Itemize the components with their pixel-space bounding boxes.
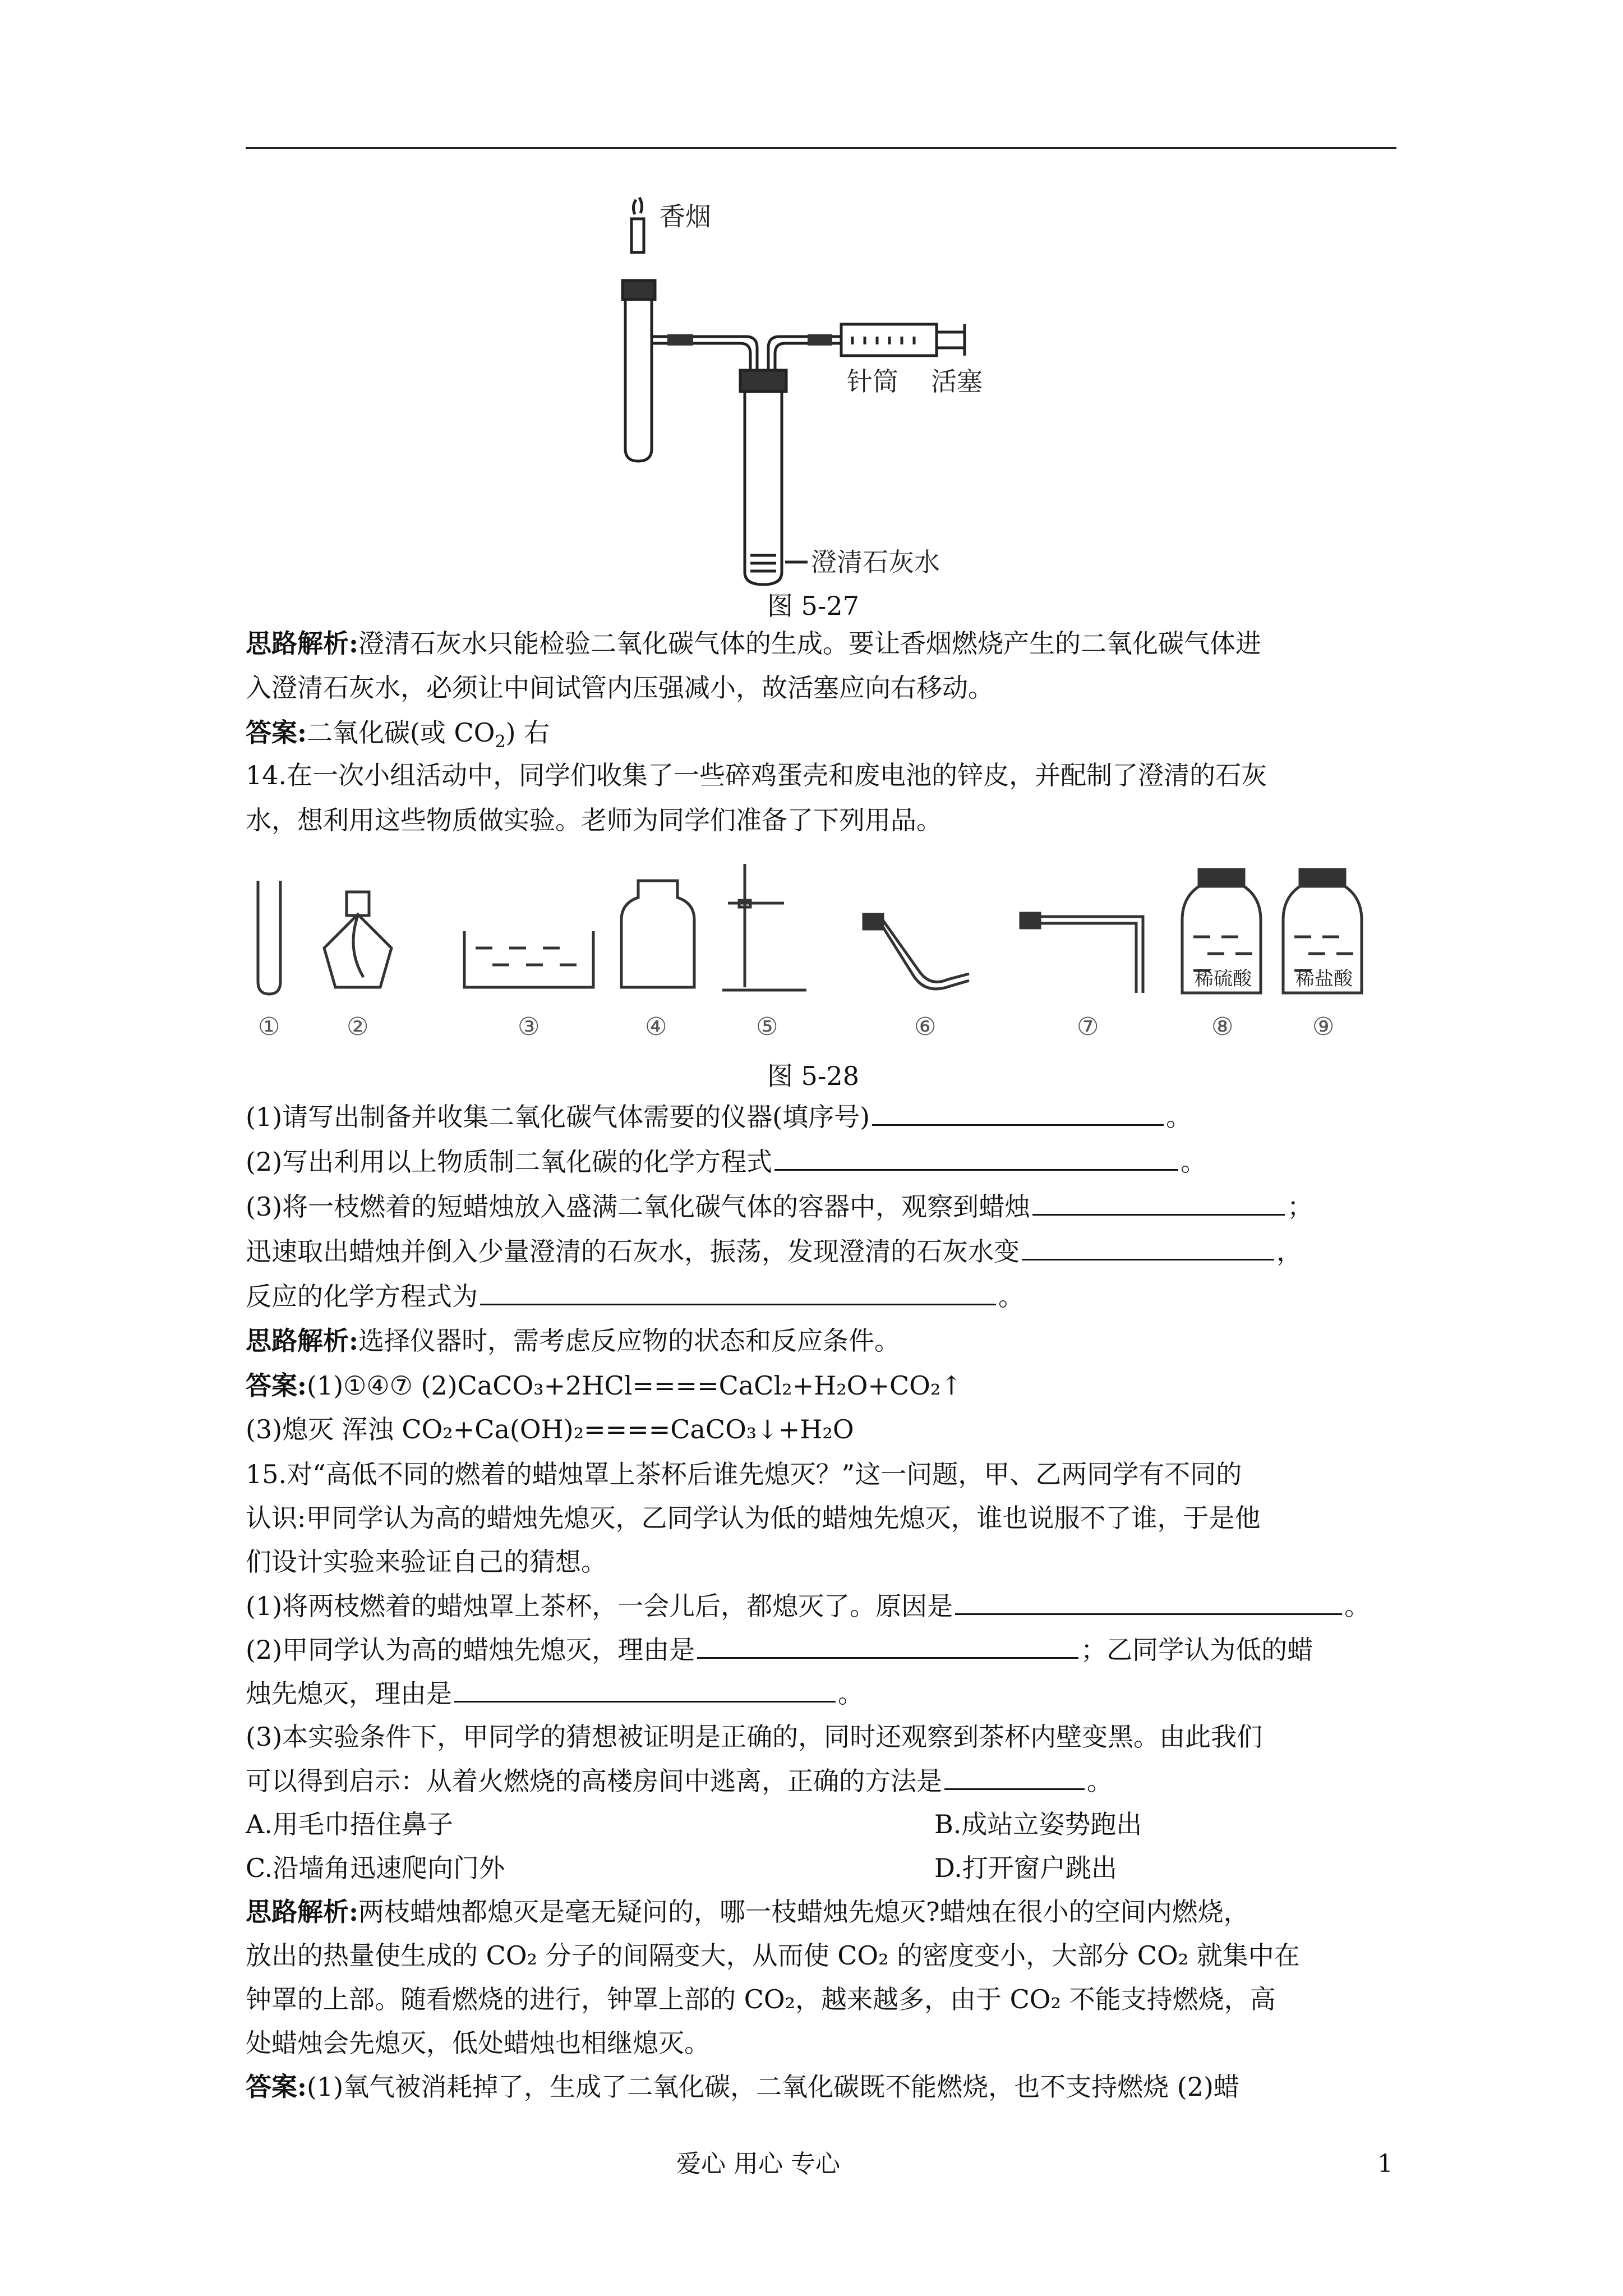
apparatus-number: ⑨	[1312, 1013, 1335, 1041]
figure-5-28	[246, 847, 1396, 1049]
answer-blank[interactable]	[1022, 1234, 1274, 1260]
q15-analysis-line-2: 放出的热量使生成的 CO₂ 分子的间隔变大，从而使 CO₂ 的密度变小，大部分 CO₂ 就集中在	[246, 1940, 1300, 1971]
answer-blank[interactable]	[944, 1764, 1085, 1790]
q14-answer-2: (3)熄灭 浑浊 CO₂+Ca(OH)₂====CaCO₃↓+H₂O	[246, 1414, 854, 1444]
q15-analysis-line-1: 思路解析:两枝蜡烛都熄灭是毫无疑问的，哪一枝蜡烛先熄灭?蜡烛在很小的空间内燃烧，	[246, 1897, 1249, 1927]
q15-answer-1: 答案:(1)氧气被消耗掉了，生成了二氧化碳，二氧化碳既不能燃烧，也不支持燃烧 (2)蜡	[246, 2072, 1239, 2102]
q14-part-3b: 迅速取出蜡烛并倒入少量澄清的石灰水，振荡，发现澄清的石灰水变 ，	[246, 1234, 1302, 1268]
label-plunger: 活塞	[931, 366, 983, 397]
answer-blank[interactable]	[697, 1632, 1078, 1659]
q13-answer: 答案:二氧化碳(或 $CO_2$) 右	[246, 717, 550, 752]
header-rule	[246, 147, 1396, 149]
bottle-9-label: 稀盐酸	[1295, 968, 1353, 990]
q15-analysis-line-4: 处蜡烛会先熄灭，低处蜡烛也相继熄灭。	[246, 2028, 710, 2058]
answer-blank[interactable]	[480, 1279, 996, 1305]
figure-5-27	[606, 185, 998, 600]
figure-5-27-caption: 图 5-27	[767, 591, 859, 621]
q14-stem-line-1: 14.在一次小组活动中，同学们收集了一些碎鸡蛋壳和废电池的锌皮，并配制了澄清的石灰	[246, 760, 1267, 790]
page-number: 1	[1377, 2150, 1393, 2178]
analysis-label: 思路解析:	[246, 628, 358, 659]
apparatus-number: ⑤	[756, 1013, 778, 1041]
footer-slogan: 爱心 用心 专心	[676, 2150, 840, 2178]
figure-5-28-caption: 图 5-28	[767, 1061, 859, 1091]
apparatus-number: ⑧	[1211, 1013, 1234, 1041]
apparatus-number: ⑦	[1077, 1013, 1099, 1041]
q15-option-b: B.成站立姿势跑出	[934, 1809, 1142, 1839]
answer-blank[interactable]	[872, 1099, 1164, 1126]
answer-blank[interactable]	[1032, 1189, 1285, 1216]
q15-part-3a: (3)本实验条件下，甲同学的猜想被证明是正确的，同时还观察到茶杯内壁变黑。由此我们	[246, 1722, 1263, 1752]
q14-answer-1: 答案:(1)①④⑦ (2)CaCO₃+2HCl====CaCl₂+H₂O+CO₂↑	[246, 1370, 962, 1401]
apparatus-number: ③	[518, 1013, 540, 1041]
q15-option-d: D.打开窗户跳出	[934, 1853, 1117, 1883]
q15-part-2b: 烛先熄灭，理由是 。	[246, 1676, 864, 1710]
bottle-8-label: 稀硫酸	[1195, 968, 1252, 990]
apparatus-number: ⑥	[914, 1013, 937, 1041]
q15-analysis-line-3: 钟罩的上部。随看燃烧的进行，钟罩上部的 CO₂，越来越多，由于 CO₂ 不能支持燃烧，高	[246, 1984, 1276, 2014]
q15-stem-line-3: 们设计实验来验证自己的猜想。	[246, 1547, 607, 1577]
answer-blank[interactable]	[774, 1144, 1178, 1171]
answer-blank[interactable]	[955, 1589, 1342, 1615]
label-limewater: 澄清石灰水	[811, 547, 940, 577]
q14-part-2: (2)写出利用以上物质制二氧化碳的化学方程式 。	[246, 1144, 1206, 1179]
q14-analysis: 思路解析:选择仪器时，需考虑反应物的状态和反应条件。	[246, 1326, 900, 1356]
label-cigarette: 香烟	[660, 201, 711, 232]
q14-part-1: (1)请写出制备并收集二氧化碳气体需要的仪器(填序号) 。	[246, 1099, 1192, 1134]
apparatus-number: ①	[258, 1013, 280, 1041]
q15-stem-line-2: 认识:甲同学认为高的蜡烛先熄灭，乙同学认为低的蜡烛先熄灭，谁也说服不了谁，于是他	[246, 1503, 1261, 1533]
q13-analysis-line-1: 思路解析:澄清石灰水只能检验二氧化碳气体的生成。要让香烟燃烧产生的二氧化碳气体进	[246, 628, 1261, 659]
answer-blank[interactable]	[454, 1676, 836, 1703]
q15-stem-line-1: 15.对“高低不同的燃着的蜡烛罩上茶杯后谁先熄灭？”这一问题，甲、乙两同学有不同的	[246, 1459, 1242, 1489]
q15-part-2a: (2)甲同学认为高的蜡烛先熄灭，理由是 ；乙同学认为低的蜡	[246, 1632, 1313, 1667]
q15-option-a: A.用毛巾捂住鼻子	[246, 1809, 453, 1839]
q14-part-3c: 反应的化学方程式为 。	[246, 1279, 1024, 1313]
q15-part-1: (1)将两枝燃着的蜡烛罩上茶杯，一会儿后，都熄灭了。原因是 。	[246, 1589, 1370, 1623]
q15-part-3b: 可以得到启示：从着火燃烧的高楼房间中逃离，正确的方法是 。	[246, 1764, 1113, 1798]
q14-stem-line-2: 水，想利用这些物质做实验。老师为同学们准备了下列用品。	[246, 805, 942, 835]
q15-option-c: C.沿墙角迅速爬向门外	[246, 1853, 505, 1883]
apparatus-number: ②	[347, 1013, 369, 1041]
q13-analysis-line-2: 入澄清石灰水，必须让中间试管内压强减小，故活塞应向右移动。	[246, 673, 994, 703]
apparatus-number: ④	[645, 1013, 667, 1041]
q14-part-3a: (3)将一枝燃着的短蜡烛放入盛满二氧化碳气体的容器中，观察到蜡烛 ；	[246, 1189, 1313, 1223]
label-syringe: 针筒	[847, 366, 898, 397]
